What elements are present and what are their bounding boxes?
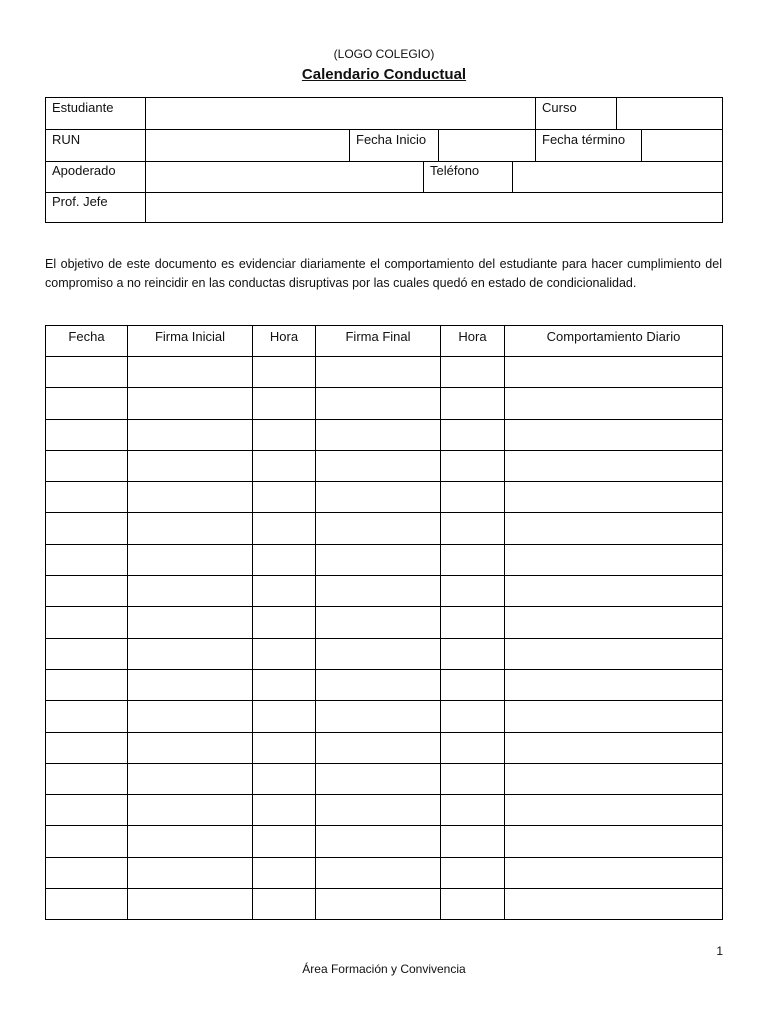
firma-final-cell[interactable] — [316, 826, 441, 857]
fecha-termino-label: Fecha término — [535, 130, 641, 161]
table-row — [46, 357, 723, 388]
firma-inicial-cell[interactable] — [128, 576, 253, 607]
hora-inicial-cell[interactable] — [253, 450, 316, 481]
hora-inicial-cell[interactable] — [253, 388, 316, 419]
hora-final-cell[interactable] — [441, 419, 505, 450]
firma-inicial-cell[interactable] — [128, 388, 253, 419]
table-row — [46, 857, 723, 888]
comportamiento-cell[interactable] — [505, 857, 723, 888]
firma-inicial-cell[interactable] — [128, 419, 253, 450]
table-header-row — [46, 326, 723, 357]
comportamiento-cell[interactable] — [505, 701, 723, 732]
table-row — [46, 763, 723, 794]
firma-inicial-cell[interactable] — [128, 826, 253, 857]
comportamiento-cell[interactable] — [505, 795, 723, 826]
firma-inicial-cell[interactable] — [128, 857, 253, 888]
telefono-label: Teléfono — [423, 161, 512, 192]
hora-final-cell[interactable] — [441, 669, 505, 700]
hora-final-cell[interactable] — [441, 732, 505, 763]
firma-inicial-cell[interactable] — [128, 669, 253, 700]
fecha-cell[interactable] — [46, 857, 128, 888]
hora-final-cell[interactable] — [441, 607, 505, 638]
hora-inicial-cell[interactable] — [253, 826, 316, 857]
col-hora-final-header: Hora — [441, 326, 505, 357]
run-field[interactable] — [145, 130, 349, 161]
table-row — [46, 419, 723, 450]
comportamiento-cell[interactable] — [505, 669, 723, 700]
hora-final-cell[interactable] — [441, 357, 505, 388]
hora-inicial-cell[interactable] — [253, 638, 316, 669]
hora-final-cell[interactable] — [441, 482, 505, 513]
fecha-cell[interactable] — [46, 763, 128, 794]
firma-final-cell[interactable] — [316, 607, 441, 638]
fecha-cell[interactable] — [46, 826, 128, 857]
table-row — [46, 826, 723, 857]
hora-final-cell[interactable] — [441, 450, 505, 481]
table-row — [46, 795, 723, 826]
telefono-field[interactable] — [512, 161, 722, 192]
fecha-cell[interactable] — [46, 357, 128, 388]
firma-final-cell[interactable] — [316, 419, 441, 450]
fecha-cell[interactable] — [46, 607, 128, 638]
apoderado-label: Apoderado — [52, 163, 116, 178]
firma-inicial-cell[interactable] — [128, 357, 253, 388]
hora-inicial-cell[interactable] — [253, 513, 316, 544]
page-title: Calendario Conductual — [301, 66, 467, 83]
fecha-cell[interactable] — [46, 638, 128, 669]
info-row-estudiante — [46, 98, 722, 130]
fecha-cell[interactable] — [46, 388, 128, 419]
hora-final-cell[interactable] — [441, 638, 505, 669]
table-row — [46, 701, 723, 732]
firma-inicial-cell[interactable] — [128, 701, 253, 732]
hora-inicial-cell[interactable] — [253, 889, 316, 920]
info-row-apoderado — [46, 161, 722, 193]
firma-inicial-cell[interactable] — [128, 638, 253, 669]
footer-text: Área Formación y Convivencia — [302, 962, 466, 976]
hora-inicial-cell[interactable] — [253, 544, 316, 575]
table-row — [46, 388, 723, 419]
comportamiento-cell[interactable] — [505, 638, 723, 669]
behavior-log-table — [45, 325, 723, 920]
table-row — [46, 482, 723, 513]
firma-final-cell[interactable] — [316, 638, 441, 669]
table-row — [46, 607, 723, 638]
fecha-cell[interactable] — [46, 576, 128, 607]
firma-final-cell[interactable] — [316, 388, 441, 419]
firma-final-cell[interactable] — [316, 669, 441, 700]
fecha-cell[interactable] — [46, 513, 128, 544]
comportamiento-cell[interactable] — [505, 607, 723, 638]
hora-inicial-cell[interactable] — [253, 419, 316, 450]
fecha-cell[interactable] — [46, 732, 128, 763]
table-row — [46, 513, 723, 544]
hora-final-cell[interactable] — [441, 763, 505, 794]
fecha-inicio-field[interactable] — [438, 130, 535, 161]
info-row-prof-jefe — [46, 192, 722, 223]
curso-field[interactable] — [616, 98, 722, 129]
firma-final-cell[interactable] — [316, 513, 441, 544]
apoderado-field[interactable] — [145, 161, 423, 192]
hora-inicial-cell[interactable] — [253, 576, 316, 607]
firma-inicial-cell[interactable] — [128, 513, 253, 544]
intro-paragraph: El objetivo de este documento es evidenciar diariamente el comportamiento del estudiante para hacer cumplimiento del compromiso a no reincidir en las conductas disruptivas por las cuales quedó en estado de condicionalidad. — [45, 257, 722, 290]
col-firma-final-header: Firma Final — [316, 326, 441, 357]
table-row — [46, 450, 723, 481]
hora-final-cell[interactable] — [441, 795, 505, 826]
hora-inicial-cell[interactable] — [253, 795, 316, 826]
comportamiento-cell[interactable] — [505, 482, 723, 513]
firma-inicial-cell[interactable] — [128, 889, 253, 920]
curso-label: Curso — [535, 98, 616, 129]
table-body — [46, 357, 723, 920]
firma-final-cell[interactable] — [316, 357, 441, 388]
firma-final-cell[interactable] — [316, 857, 441, 888]
fecha-cell[interactable] — [46, 419, 128, 450]
firma-inicial-cell[interactable] — [128, 763, 253, 794]
info-row-run — [46, 130, 722, 162]
firma-final-cell[interactable] — [316, 889, 441, 920]
hora-final-cell[interactable] — [441, 576, 505, 607]
table-row — [46, 889, 723, 920]
hora-inicial-cell[interactable] — [253, 607, 316, 638]
firma-final-cell[interactable] — [316, 795, 441, 826]
comportamiento-cell[interactable] — [505, 388, 723, 419]
col-fecha-header: Fecha — [46, 326, 128, 357]
firma-final-cell[interactable] — [316, 544, 441, 575]
comportamiento-cell[interactable] — [505, 544, 723, 575]
fecha-cell[interactable] — [46, 795, 128, 826]
hora-final-cell[interactable] — [441, 889, 505, 920]
firma-inicial-cell[interactable] — [128, 732, 253, 763]
firma-inicial-cell[interactable] — [128, 482, 253, 513]
col-comportamiento-header: Comportamiento Diario — [505, 326, 723, 357]
table-row — [46, 732, 723, 763]
comportamiento-cell[interactable] — [505, 889, 723, 920]
comportamiento-cell[interactable] — [505, 450, 723, 481]
col-firma-inicial-header: Firma Inicial — [128, 326, 253, 357]
comportamiento-cell[interactable] — [505, 419, 723, 450]
hora-final-cell[interactable] — [441, 513, 505, 544]
hora-inicial-cell[interactable] — [253, 732, 316, 763]
comportamiento-cell[interactable] — [505, 732, 723, 763]
fecha-inicio-label: Fecha Inicio — [349, 130, 438, 161]
hora-final-cell[interactable] — [441, 388, 505, 419]
comportamiento-cell[interactable] — [505, 513, 723, 544]
firma-inicial-cell[interactable] — [128, 607, 253, 638]
fecha-cell[interactable] — [46, 544, 128, 575]
hora-final-cell[interactable] — [441, 857, 505, 888]
comportamiento-cell[interactable] — [505, 763, 723, 794]
firma-final-cell[interactable] — [316, 450, 441, 481]
fecha-cell[interactable] — [46, 669, 128, 700]
logo-placeholder: (LOGO COLEGIO) — [333, 47, 435, 61]
firma-inicial-cell[interactable] — [128, 450, 253, 481]
hora-inicial-cell[interactable] — [253, 357, 316, 388]
page-number: 1 — [716, 944, 723, 958]
hora-inicial-cell[interactable] — [253, 763, 316, 794]
comportamiento-cell[interactable] — [505, 826, 723, 857]
comportamiento-cell[interactable] — [505, 576, 723, 607]
fecha-cell[interactable] — [46, 889, 128, 920]
table-row — [46, 576, 723, 607]
fecha-cell[interactable] — [46, 482, 128, 513]
hora-inicial-cell[interactable] — [253, 857, 316, 888]
firma-final-cell[interactable] — [316, 482, 441, 513]
table-row — [46, 544, 723, 575]
hora-final-cell[interactable] — [441, 701, 505, 732]
prof-jefe-label: Prof. Jefe — [52, 194, 108, 209]
firma-final-cell[interactable] — [316, 701, 441, 732]
hora-inicial-cell[interactable] — [253, 669, 316, 700]
firma-inicial-cell[interactable] — [128, 795, 253, 826]
table-row — [46, 669, 723, 700]
hora-inicial-cell[interactable] — [253, 482, 316, 513]
fecha-cell[interactable] — [46, 450, 128, 481]
firma-final-cell[interactable] — [316, 576, 441, 607]
fecha-termino-field[interactable] — [641, 130, 722, 161]
fecha-cell[interactable] — [46, 701, 128, 732]
hora-inicial-cell[interactable] — [253, 701, 316, 732]
hora-final-cell[interactable] — [441, 544, 505, 575]
firma-final-cell[interactable] — [316, 732, 441, 763]
student-info-form — [45, 97, 723, 223]
estudiante-field[interactable] — [145, 98, 535, 129]
comportamiento-cell[interactable] — [505, 357, 723, 388]
run-label: RUN — [52, 132, 81, 147]
firma-inicial-cell[interactable] — [128, 544, 253, 575]
estudiante-label: Estudiante — [52, 100, 114, 115]
table-row — [46, 638, 723, 669]
firma-final-cell[interactable] — [316, 763, 441, 794]
hora-final-cell[interactable] — [441, 826, 505, 857]
col-hora-inicial-header: Hora — [253, 326, 316, 357]
prof-jefe-field[interactable] — [145, 192, 722, 223]
